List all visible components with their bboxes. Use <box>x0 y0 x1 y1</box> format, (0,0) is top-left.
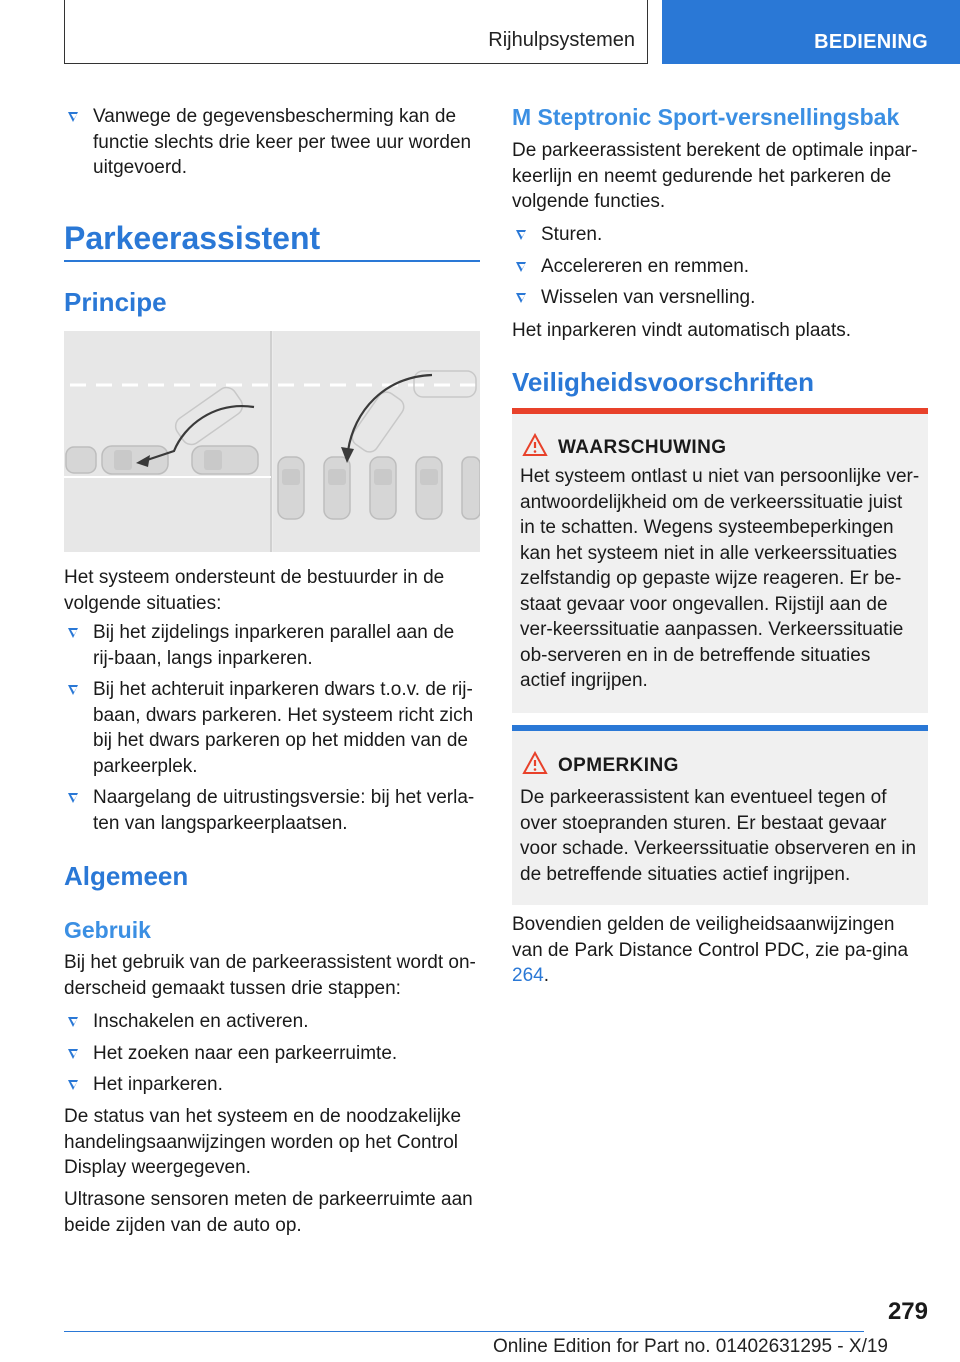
parking-illustration <box>64 331 480 552</box>
page-264-link[interactable]: 264 <box>512 965 544 986</box>
page-title: Parkeerassistent <box>64 220 321 256</box>
section-tab <box>662 0 960 64</box>
section-tab-label: BEDIENING <box>814 31 928 53</box>
situations-intro: Het systeem ondersteunt de bestuurder in de volgende situaties: <box>64 567 445 614</box>
notice-title: OPMERKING <box>558 755 679 776</box>
notice-text: De parkeerassistent kan eventueel tegen of over stoepranden sturen. Er bestaat gevaar voor schade. Verkeerssituatie observeren en in de betreffende situaties actief ingrijpen. <box>520 787 917 885</box>
footer-edition: Online Edition for Part no. 01402631295 - X/19 <box>492 1336 888 1357</box>
privacy-bullet-list <box>64 104 480 181</box>
list-item: Vanwege de gegevensbescherming kan de functie slechts drie keer per twee uur worden uitgevoerd. <box>64 104 480 181</box>
warning-triangle-icon <box>522 433 548 457</box>
warning-text: Het systeem ontlast u niet van persoonlijke ver-antwoordelijkheid om de verkeerssituatie juist in te schatten. Wegens systeembeperkingen kan het systeem niet in alle verkeerssituaties zelfstandig op gepaste wijze reageren. Er be-staat gevaar voor ongevallen. Rijstijl aan de ver-keerssituatie aanpassen. Verkeerssituatie ob-serveren en in de betreffende situaties actief ingrijpen. <box>520 466 920 691</box>
list-item: Accelereren en remmen. <box>512 254 928 280</box>
notice-triangle-icon <box>522 751 548 775</box>
heading-steptronic: M Steptronic Sport-versnellingsbak <box>512 104 900 130</box>
heading-gebruik: Gebruik <box>64 917 151 943</box>
list-item: Het inparkeren. <box>64 1072 480 1098</box>
heading-safety: Veiligheidsvoorschriften <box>512 367 814 397</box>
notice-bar <box>512 725 928 731</box>
list-item: Bij het zijdelings inparkeren parallel aan de rij-baan, langs inparkeren. <box>64 620 480 671</box>
heading-algemeen: Algemeen <box>64 861 189 891</box>
title-rule <box>64 260 480 262</box>
heading-principe: Principe <box>64 287 167 317</box>
warning-bar <box>512 408 928 414</box>
gebruik-text: Bij het gebruik van de parkeerassistent wordt on-derscheid gemaakt tussen drie stappen: <box>64 952 476 999</box>
page-number: 279 <box>887 1298 928 1325</box>
list-item: Naargelang de uitrustingsversie: bij het verla-ten van langsparkeerplaatsen. <box>64 785 480 836</box>
status-text: De status van het systeem en de noodzakelijke handelingsaanwijzingen worden op het Control Display weergegeven. <box>64 1106 462 1178</box>
list-item: Het zoeken naar een parkeerruimte. <box>64 1041 480 1067</box>
auto-text: Het inparkeren vindt automatisch plaats. <box>512 320 852 341</box>
footer-rule <box>64 1331 864 1332</box>
header-frame <box>64 0 648 64</box>
pdc-text: Bovendien gelden de veiligheidsaanwijzingen van de Park Distance Control PDC, zie pa-gina 264. <box>512 914 909 986</box>
parking-diagram-icon <box>64 331 480 552</box>
steptronic-text: De parkeerassistent berekent de optimale inpar-keerlijn en neemt gedurende het parkeren de volgende functies. <box>512 140 918 212</box>
situations-list <box>64 620 480 836</box>
functions-list <box>512 222 928 311</box>
warning-title: WAARSCHUWING <box>558 437 727 458</box>
list-item: Inschakelen en activeren. <box>64 1009 480 1035</box>
notice-box <box>512 725 928 905</box>
list-item: Bij het achteruit inparkeren dwars t.o.v. de rij-baan, dwars parkeren. Het systeem richt zich bij het dwars parkeren op het midden van de parkeerplek. <box>64 677 480 779</box>
warning-box <box>512 408 928 713</box>
list-item: Sturen. <box>512 222 928 248</box>
steps-list <box>64 1009 480 1098</box>
chapter-title: Rijhulpsystemen <box>488 29 635 51</box>
list-item: Wisselen van versnelling. <box>512 285 928 311</box>
sensors-text: Ultrasone sensoren meten de parkeerruimte aan beide zijden van de auto op. <box>64 1189 473 1236</box>
